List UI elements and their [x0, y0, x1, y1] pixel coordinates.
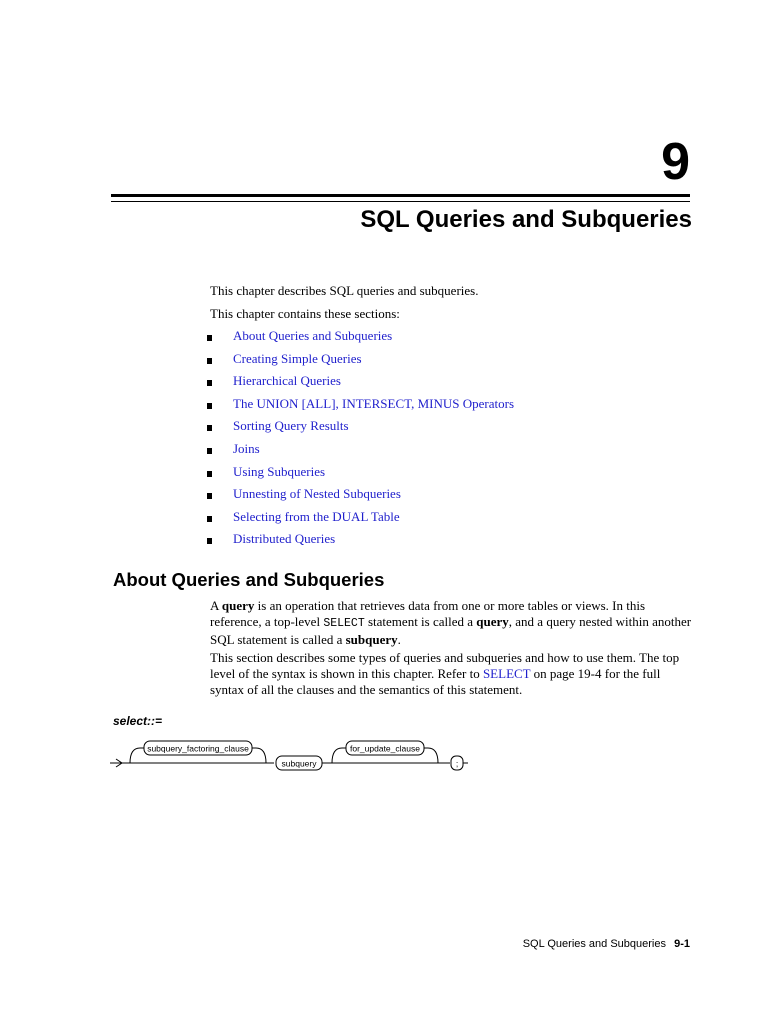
diagram-branch-line: [130, 748, 144, 763]
select-link[interactable]: SELECT: [482, 666, 531, 681]
terminator-label: ;: [455, 758, 459, 769]
paragraph-text: .: [397, 632, 401, 647]
toc-link-dual-table[interactable]: Selecting from the DUAL Table: [233, 508, 400, 524]
bullet-icon: [207, 516, 212, 522]
factoring-clause-label: subquery_factoring_clause: [147, 743, 249, 754]
intro-sections-lead: This chapter contains these sections:: [210, 306, 400, 321]
paragraph-text: A: [210, 598, 222, 613]
bullet-icon: [207, 380, 212, 386]
bullet-icon: [207, 425, 212, 431]
footer-title: SQL Queries and Subqueries: [522, 938, 666, 950]
toc-link-sorting-results[interactable]: Sorting Query Results: [233, 418, 349, 434]
select-syntax-diagram: [108, 735, 478, 779]
toc-link-joins[interactable]: Joins: [233, 440, 260, 456]
intro-text: This chapter describes SQL queries and subqueries.: [210, 283, 479, 298]
bullet-icon: [207, 358, 212, 364]
term-query: query: [221, 598, 255, 613]
page-number: 9-1: [674, 938, 690, 950]
paragraph-text: on page 19-4 for the full syntax of all the clauses and the semantics of this statement.: [210, 666, 661, 697]
query-definition-paragraph: [210, 598, 695, 648]
chapter-title: SQL Queries and Subqueries: [360, 206, 692, 233]
chapter-number: 9: [661, 133, 690, 191]
bullet-icon: [207, 493, 212, 499]
toc-link-using-subqueries[interactable]: Using Subqueries: [233, 463, 326, 479]
toc-link-hierarchical-queries[interactable]: Hierarchical Queries: [233, 373, 341, 389]
syntax-overview-paragraph: [210, 650, 695, 698]
bullet-icon: [207, 335, 212, 341]
toc-link-distributed-queries[interactable]: Distributed Queries: [233, 531, 336, 547]
term-query: query: [476, 614, 509, 629]
diagram-branch-line: [252, 748, 266, 763]
paragraph-text: is an operation that retrieves data from one or more tables or views. In this reference, a top-level: [210, 598, 646, 629]
bullet-icon: [207, 538, 212, 544]
paragraph-text: This section describes some types of queries and subqueries and how to use them. The top level of the syntax is shown in this chapter. Refer to: [210, 650, 680, 681]
toc-link-creating-simple-queries[interactable]: Creating Simple Queries: [233, 350, 362, 366]
paragraph-text: , and a query nested within another SQL statement is called a: [210, 614, 692, 647]
code-select: SELECT: [323, 617, 365, 630]
toc-link-about-queries[interactable]: About Queries and Subqueries: [233, 328, 393, 343]
chapter-rule-thin: [111, 201, 690, 202]
syntax-label: select::=: [113, 714, 163, 728]
term-subquery: subquery: [345, 632, 398, 647]
bullet-icon: [207, 471, 212, 477]
bullet-icon: [207, 448, 212, 454]
diagram-branch-line: [424, 748, 438, 763]
toc-link-union-operators[interactable]: The UNION [ALL], INTERSECT, MINUS Operators: [233, 395, 515, 411]
bullet-icon: [207, 403, 212, 409]
paragraph-text: statement is called a: [364, 614, 477, 629]
section-heading: About Queries and Subqueries: [113, 569, 385, 590]
diagram-branch-line: [332, 748, 346, 763]
subquery-label: subquery: [281, 758, 317, 769]
toc-link-unnesting-subqueries[interactable]: Unnesting of Nested Subqueries: [233, 486, 401, 502]
for-update-clause-label: for_update_clause: [350, 743, 420, 754]
chapter-rule-thick: [111, 194, 690, 197]
